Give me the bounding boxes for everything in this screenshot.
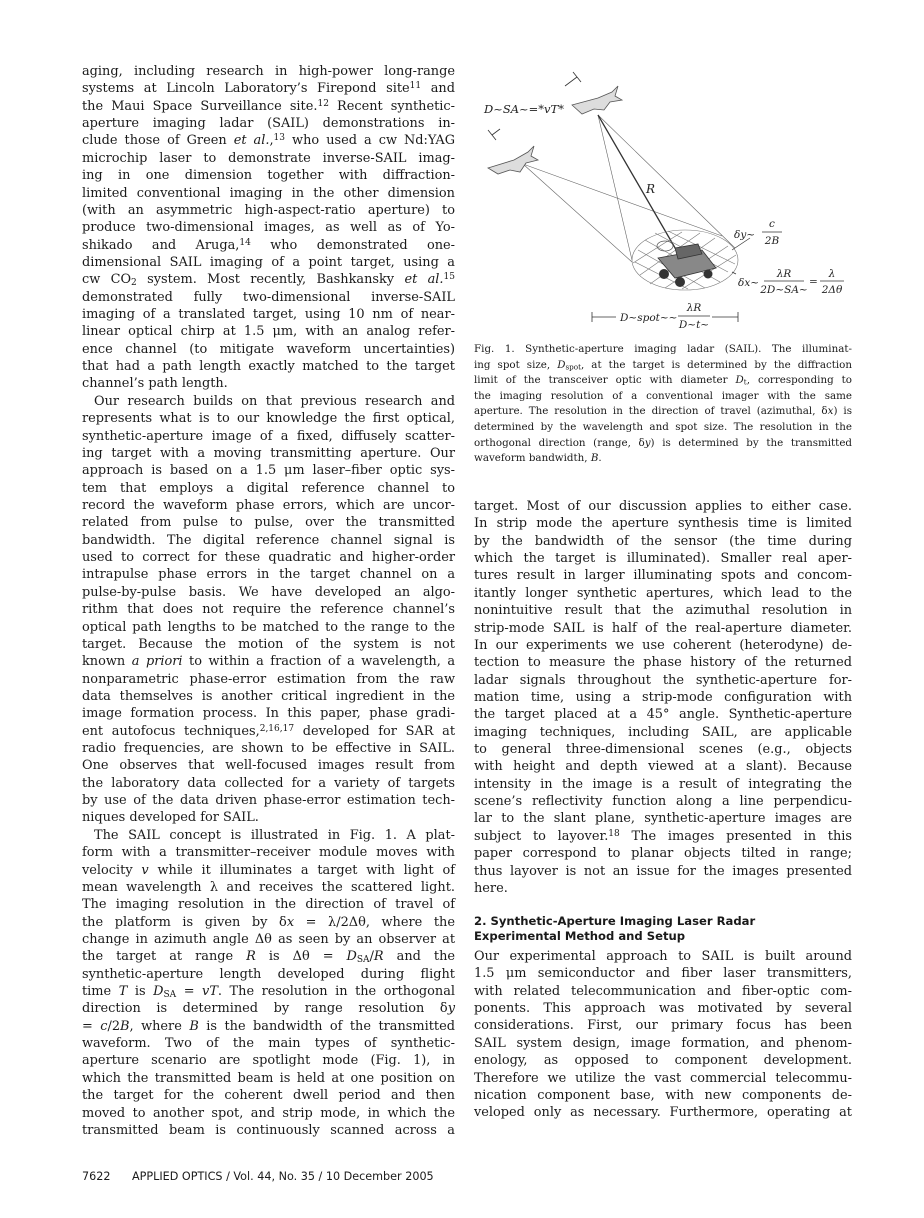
text-line: with related telecommunication and fiber-optic com- — [474, 983, 852, 999]
text-line: tures result in larger illuminating spots and concom- — [474, 568, 852, 584]
text-line: SAIL system design, image formation, and phenom- — [474, 1035, 852, 1051]
text-line: In strip mode the aperture synthesis time is limited — [474, 516, 852, 532]
text-line: intrapulse phase errors in the target channel on a — [82, 567, 455, 583]
text-line: by the bandwidth of the sensor (the time during — [474, 533, 852, 549]
right-column-text — [474, 498, 852, 897]
dx-label: δx~ — [738, 277, 760, 289]
text-line: One observes that well-focused images result from — [82, 758, 455, 774]
text-line: waveform. Two of the main types of synthetic- — [82, 1036, 455, 1052]
text-line: imaging of a translated target, using 10 nm of near- — [82, 307, 455, 323]
text-line: the imaging resolution of a conventional imager with the same — [474, 389, 852, 402]
text-line: scene’s reflectivity function along a line perpendicu- — [474, 794, 852, 810]
text-line: the Maui Space Surveillance site.$^{12}$ Recent synthetic- — [82, 98, 455, 114]
text-line: linear optical chirp at 1.5 μm, with an analog refer- — [82, 324, 455, 340]
text-line: limited conventional imaging in the other dimension — [82, 185, 455, 201]
dx-fraction-num2: λ — [828, 268, 836, 280]
dsa-label: D~SA~=*vT* — [484, 102, 564, 116]
text-line: clude those of Green et al.,$^{13}$ who used a cw Nd:YAG — [82, 133, 456, 149]
dx-equals: = — [809, 276, 818, 288]
text-line: related from pulse to pulse, over the transmitted — [82, 515, 455, 531]
text-line: the target placed at a 45° angle. Synthetic-aperture — [474, 707, 852, 723]
section-heading — [474, 914, 755, 944]
text-line: intensity in the image is a result of integrating the — [474, 776, 852, 792]
text-line: = c/2B, where B is the bandwidth of the transmitted — [82, 1018, 455, 1034]
text-line: pulse-by-pulse basis. We have developed an algo- — [82, 584, 455, 600]
text-line: represents what is to our knowledge the first optical, — [82, 411, 455, 427]
text-line: synthetic-aperture image of a fixed, diffusely scatter- — [82, 428, 455, 444]
vehicle-icon — [657, 241, 716, 287]
text-line: Therefore we utilize the vast commercial telecommu- — [474, 1070, 852, 1086]
text-line: ent autofocus techniques,$^{2,16,17}$ developed for SAR at — [82, 723, 455, 739]
text-line: systems at Lincoln Laboratory’s Firepond site$^{11}$ and — [82, 81, 455, 97]
text-line: target. Because the motion of the system is not — [82, 636, 455, 652]
section-2-text — [474, 948, 852, 1122]
text-line: niques developed for SAIL. — [82, 810, 259, 826]
text-line: imaging techniques, including SAIL, are applicable — [474, 724, 852, 740]
dx-fraction-num1: λR — [776, 268, 792, 280]
text-line: strip-mode SAIL is half of the real-aperture diameter. — [474, 620, 852, 636]
text-line: moved to another spot, and strip mode, in which the — [82, 1105, 455, 1121]
text-line: The imaging resolution in the direction of travel of — [82, 897, 455, 913]
page-number: 7622 — [82, 1170, 111, 1183]
text-line: record the waveform phase errors, which are uncor- — [82, 497, 455, 513]
text-line: ing spot size, $D_{spot}$, at the target is determined by the diffraction — [474, 358, 852, 372]
text-line: considerations. First, our primary focus has been — [474, 1018, 852, 1034]
range-label: R — [646, 182, 656, 196]
section-heading-line-2: Experimental Method and Setup — [474, 929, 686, 943]
text-line: demonstrated fully two-dimensional inverse-SAIL — [82, 289, 455, 305]
text-line: form with a transmitter–receiver module moves with — [82, 845, 455, 861]
text-line: cw $CO_2$ system. Most recently, Bashkansky et al.$^{15}$ — [82, 272, 456, 289]
text-line: limit of the transceiver optic with diameter $D_t$, corresponding to — [474, 374, 852, 387]
text-line: The SAIL concept is illustrated in Fig. 1. A plat- — [94, 827, 455, 843]
text-line: here. — [474, 880, 508, 896]
text-line: produce two-dimensional images, as well as of Yo- — [82, 220, 455, 236]
text-line: itantly longer synthetic apertures, which lead to the — [474, 585, 852, 601]
text-line: veloped only as necessary. Furthermore, operating at — [474, 1105, 852, 1121]
text-line: waveform bandwidth, B. — [474, 452, 602, 465]
aircraft-icon — [488, 146, 538, 174]
text-line: aging, including research in high-power long-range — [82, 64, 455, 79]
text-line: radio frequencies, are shown to be effective in SAIL. — [82, 741, 455, 757]
text-line: time T is $D_{SA}$ = vT. The resolution in the orthogonal — [82, 984, 455, 1000]
text-line: In our experiments we use coherent (heterodyne) de- — [474, 637, 852, 653]
text-line: that had a path length exactly matched to the target — [82, 359, 455, 375]
text-line: which the target is illuminated). Smaller real aper- — [474, 551, 852, 567]
text-line: synthetic-aperture length developed during flight — [82, 966, 455, 982]
figure-1-caption — [474, 342, 852, 467]
text-line: shikado and Aruga,$^{14}$ who demonstrated one- — [82, 237, 455, 253]
text-line: approach is based on a 1.5 μm laser–fiber optic sys- — [82, 463, 455, 479]
text-line: used to correct for these quadratic and higher-order — [82, 550, 455, 566]
text-line: to general three-dimensional scenes (e.g., objects — [474, 742, 852, 758]
dspot-label: D~spot~~ — [620, 312, 678, 324]
text-line: paper correspond to planar objects tilted in range; — [474, 846, 852, 862]
text-line: nication component base, with new components de- — [474, 1087, 852, 1103]
text-line: by use of the data driven phase-error estimation tech- — [82, 793, 455, 809]
text-line: the target for the coherent dwell period and then — [82, 1088, 455, 1104]
text-line: tem that employs a digital reference channel to — [82, 480, 455, 496]
text-line: aperture scenario are spotlight mode (Fig. 1), in — [82, 1053, 455, 1069]
dx-fraction-den2: 2Δθ — [821, 284, 843, 296]
text-line: with height and depth viewed at a slant). Because — [474, 759, 852, 775]
aircraft-icon — [572, 86, 622, 114]
dy-label: δy~ — [734, 229, 756, 241]
text-line: the platform is given by δx = λ/2Δθ, where the — [82, 914, 455, 930]
dspot-fraction-den: D~t~ — [678, 319, 710, 331]
text-line: tection to measure the phase history of the returned — [474, 655, 852, 671]
text-line: Fig. 1. Synthetic-aperture imaging ladar (SAIL). The illuminat- — [474, 343, 852, 355]
range-line — [598, 115, 678, 253]
text-line: channel’s path length. — [82, 376, 228, 392]
text-line: thus layover is not an issue for the images presented — [474, 863, 852, 879]
text-line: data themselves is another critical ingredient in the — [82, 688, 455, 704]
text-line: subject to layover.$^{18}$ The images presented in this — [474, 828, 853, 844]
dx-fraction-den1: 2D~SA~ — [760, 284, 808, 296]
text-line: (with an asymmetric high-aspect-ratio aperture) to — [82, 202, 455, 218]
text-line: lar to the slant plane, synthetic-aperture images are — [474, 811, 852, 827]
text-line: ence channel (to mitigate waveform uncertainties) — [82, 341, 455, 357]
text-line: image formation process. In this paper, phase gradi- — [82, 706, 455, 722]
text-line: ponents. This approach was motivated by several — [474, 1001, 852, 1017]
text-line: optical path lengths to be matched to the range to the — [82, 619, 455, 635]
left-column — [82, 63, 455, 1139]
text-line: transmitted beam is continuously scanned across a — [82, 1122, 455, 1138]
text-line: the laboratory data collected for a variety of targets — [82, 775, 455, 791]
dy-fraction-num: c — [769, 218, 775, 230]
text-line: change in azimuth angle Δθ as seen by an observer at — [82, 931, 455, 947]
text-line: microchip laser to demonstrate inverse-SAIL imag- — [82, 150, 455, 166]
text-line: aperture. The resolution in the direction of travel (azimuthal, δx) is — [474, 405, 852, 418]
journal-footer: APPLIED OPTICS / Vol. 44, No. 35 / 10 December 2005 — [132, 1170, 434, 1183]
text-line: enology, as opposed to component development. — [474, 1053, 852, 1069]
text-line: dimensional SAIL imaging of a point target, using a — [82, 254, 455, 270]
text-line: aperture imaging ladar (SAIL) demonstrations in- — [82, 116, 455, 132]
text-line: nonintuitive result that the azimuthal resolution in — [474, 603, 852, 619]
section-heading-line-1: 2. Synthetic-Aperture Imaging Laser Radar — [474, 914, 756, 928]
text-line: the target at range R is $\Delta\theta = D_{SA}/R$ and the — [82, 949, 455, 966]
beam-cone-lines — [523, 115, 735, 262]
text-line: direction is determined by range resolution δy — [82, 1001, 455, 1017]
text-line: 1.5 μm semiconductor and fiber laser transmitters, — [474, 966, 852, 982]
text-line: target. Most of our discussion applies to either case. — [474, 499, 852, 514]
text-line: velocity v while it illuminates a target with light of — [82, 862, 455, 878]
dy-fraction-den: 2B — [764, 235, 780, 247]
text-line: mean wavelength λ and receives the scattered light. — [82, 879, 455, 895]
text-line: nonparametric phase-error estimation from the raw — [82, 671, 455, 687]
text-line: mation time, using a strip-mode configuration with — [474, 689, 852, 705]
text-line: bandwidth. The digital reference channel signal is — [82, 532, 455, 548]
text-line: rithm that does not require the reference channel’s — [82, 602, 455, 618]
text-line: orthogonal direction (range, δy) is determined by the transmitted — [474, 436, 853, 449]
figure-1-sail-diagram — [470, 60, 870, 345]
text-line: ladar signals throughout the synthetic-aperture for- — [474, 672, 852, 688]
dspot-fraction-num: λR — [686, 302, 702, 314]
text-line: Our research builds on that previous research and — [94, 393, 455, 409]
text-line: ing target with a moving transmitting aperture. Our — [82, 445, 455, 461]
text-line: determined by the wavelength and spot size. The resolution in the — [474, 420, 852, 433]
text-line: known a priori to within a fraction of a wavelength, a — [82, 654, 455, 670]
text-line: ing in one dimension together with diffraction- — [82, 168, 455, 184]
text-line: Our experimental approach to SAIL is built around — [474, 949, 852, 964]
text-line: which the transmitted beam is held at one position on — [82, 1070, 455, 1086]
